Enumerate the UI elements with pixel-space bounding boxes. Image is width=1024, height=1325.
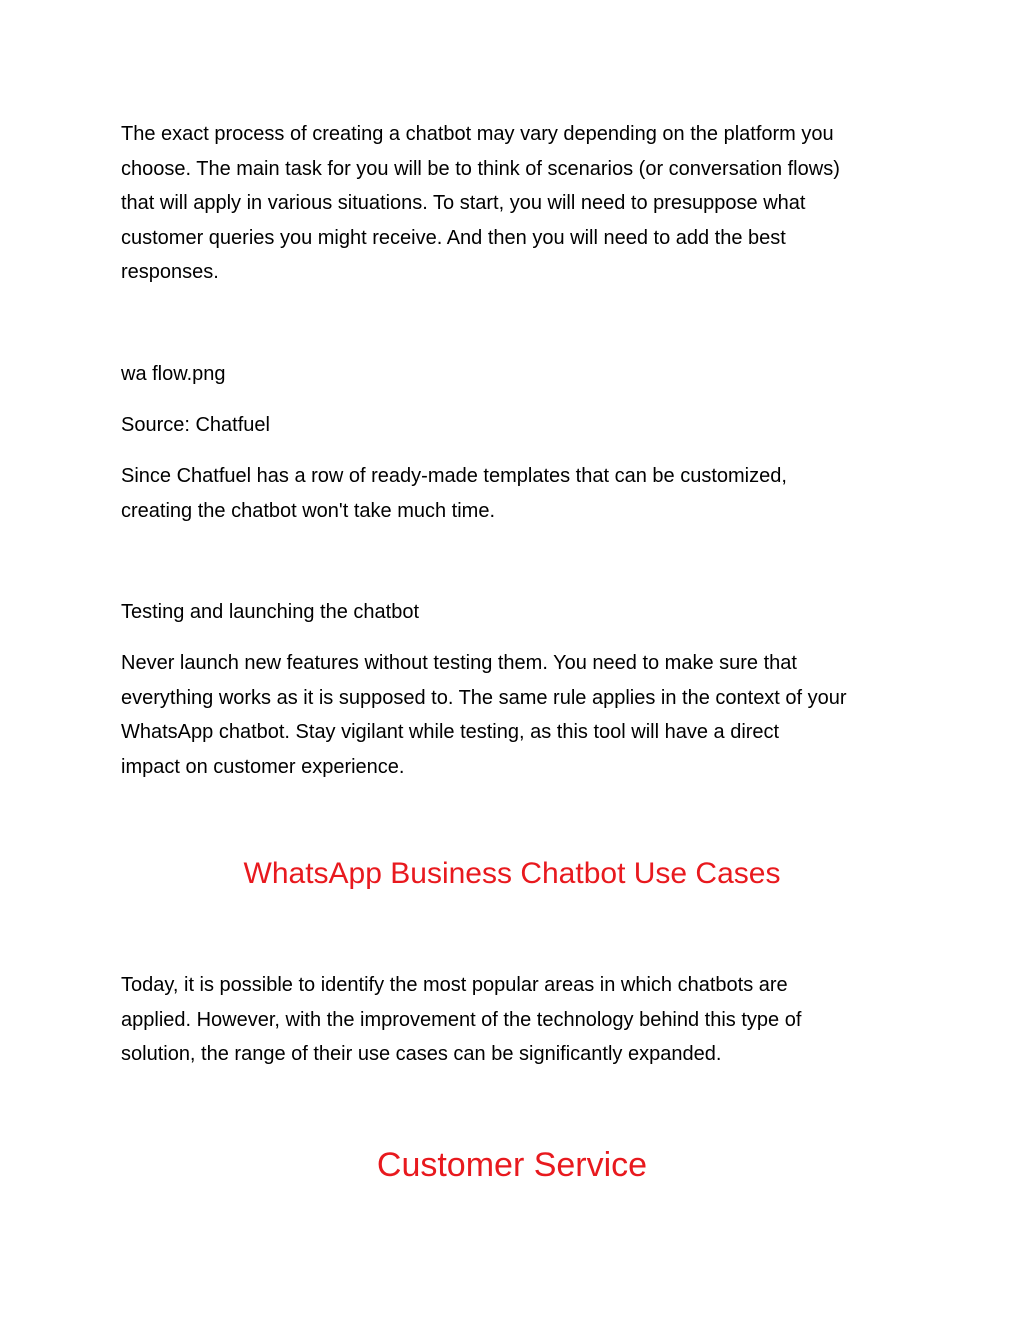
text-line: that will apply in various situations. To start, you will need to presuppose what (121, 192, 806, 214)
text-line: Today, it is possible to identify the most popular areas in which chatbots are (121, 974, 788, 996)
text-line: WhatsApp chatbot. Stay vigilant while testing, as this tool will have a direct (121, 721, 780, 743)
text-line: everything works as it is supposed to. The same rule applies in the context of your (121, 686, 847, 709)
templates-paragraph (121, 459, 911, 528)
text-line: wa flow.png (121, 363, 226, 385)
text-line: Since Chatfuel has a row of ready-made templates that can be customized, (121, 465, 787, 487)
text-line: Source: Chatfuel (121, 414, 270, 436)
intro-paragraph (121, 117, 911, 290)
text-line: Testing and launching the chatbot (121, 601, 419, 623)
text-line: Never launch new features without testing them. You need to make sure that (121, 652, 797, 674)
text-line: applied. However, with the improvement of the technology behind this type of (121, 1008, 802, 1031)
image-filename (121, 357, 911, 392)
customer-service-heading: Customer Service (376, 1146, 648, 1184)
text-line: impact on customer experience. (121, 755, 405, 778)
text-line: choose. The main task for you will be to think of scenarios (or conversation flows) (121, 157, 840, 180)
testing-paragraph (121, 646, 911, 784)
text-line: customer queries you might receive. And then you will need to add the best (121, 226, 786, 249)
image-source (121, 408, 911, 443)
use-cases-paragraph (121, 968, 911, 1072)
text-line: solution, the range of their use cases can be significantly expanded. (121, 1043, 722, 1065)
use-cases-heading: WhatsApp Business Chatbot Use Cases (243, 857, 781, 890)
text-line: creating the chatbot won't take much time. (121, 499, 496, 522)
text-line: The exact process of creating a chatbot may vary depending on the platform you (121, 123, 834, 145)
text-line: responses. (121, 261, 219, 283)
testing-subheading (121, 595, 911, 630)
